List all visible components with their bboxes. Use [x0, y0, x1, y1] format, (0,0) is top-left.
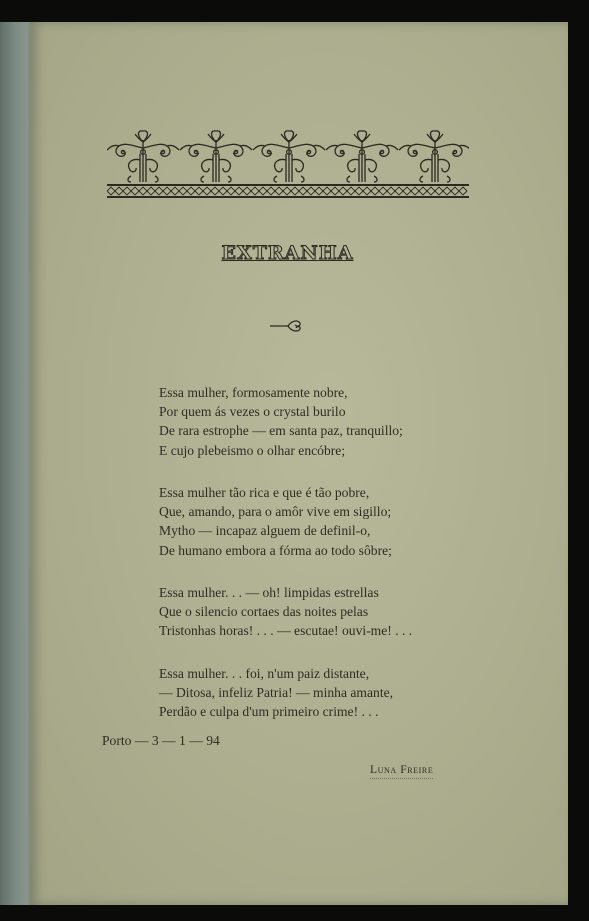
- verse-line: — Ditosa, infeliz Patria! — minha amante,: [159, 685, 394, 701]
- verse-line: Por quem ás vezes o crystal burilo: [159, 404, 346, 420]
- poem-title: EXTRANHA: [221, 242, 354, 264]
- verse-line: Tristonhas horas! . . . — escutae! ouvi-me! . . .: [159, 623, 413, 639]
- verse-line: Mytho — incapaz alguem de definil-o,: [159, 523, 371, 539]
- stanza-4: [159, 664, 419, 722]
- verse-line: De humano embora a fórma ao todo sôbre;: [159, 542, 392, 558]
- author-signature: Luna Freire: [370, 764, 434, 776]
- verse-line: De rara estrophe — em santa paz, tranquillo;: [159, 423, 403, 439]
- verse-line: E cujo plebeismo o olhar encóbre;: [159, 442, 346, 458]
- stanza-3: [159, 583, 419, 641]
- place-date: Porto — 3 — 1 — 94: [102, 733, 220, 748]
- verse-line: Essa mulher tão rica e que é tão pobre,: [159, 485, 370, 500]
- verse-line: Essa mulher. . . foi, n'um paiz distante,: [159, 666, 370, 681]
- verse-line: Essa mulher. . . — oh! limpidas estrellas: [159, 585, 379, 600]
- verse-line: Essa mulher, formosamente nobre,: [159, 385, 348, 400]
- stanza-2: [159, 483, 419, 560]
- book-spine-edge: [0, 22, 34, 905]
- verse-line: Perdão e culpa d'um primeiro crime! . . .: [159, 704, 379, 720]
- stanza-1: [159, 383, 419, 460]
- ornamental-header-border: [107, 126, 469, 200]
- verse-line: Que o silencio cortaes das noites pelas: [159, 604, 369, 620]
- flourish-divider-icon: [270, 318, 304, 332]
- verse-line: Que, amando, para o amôr vive em sigillo;: [159, 504, 392, 520]
